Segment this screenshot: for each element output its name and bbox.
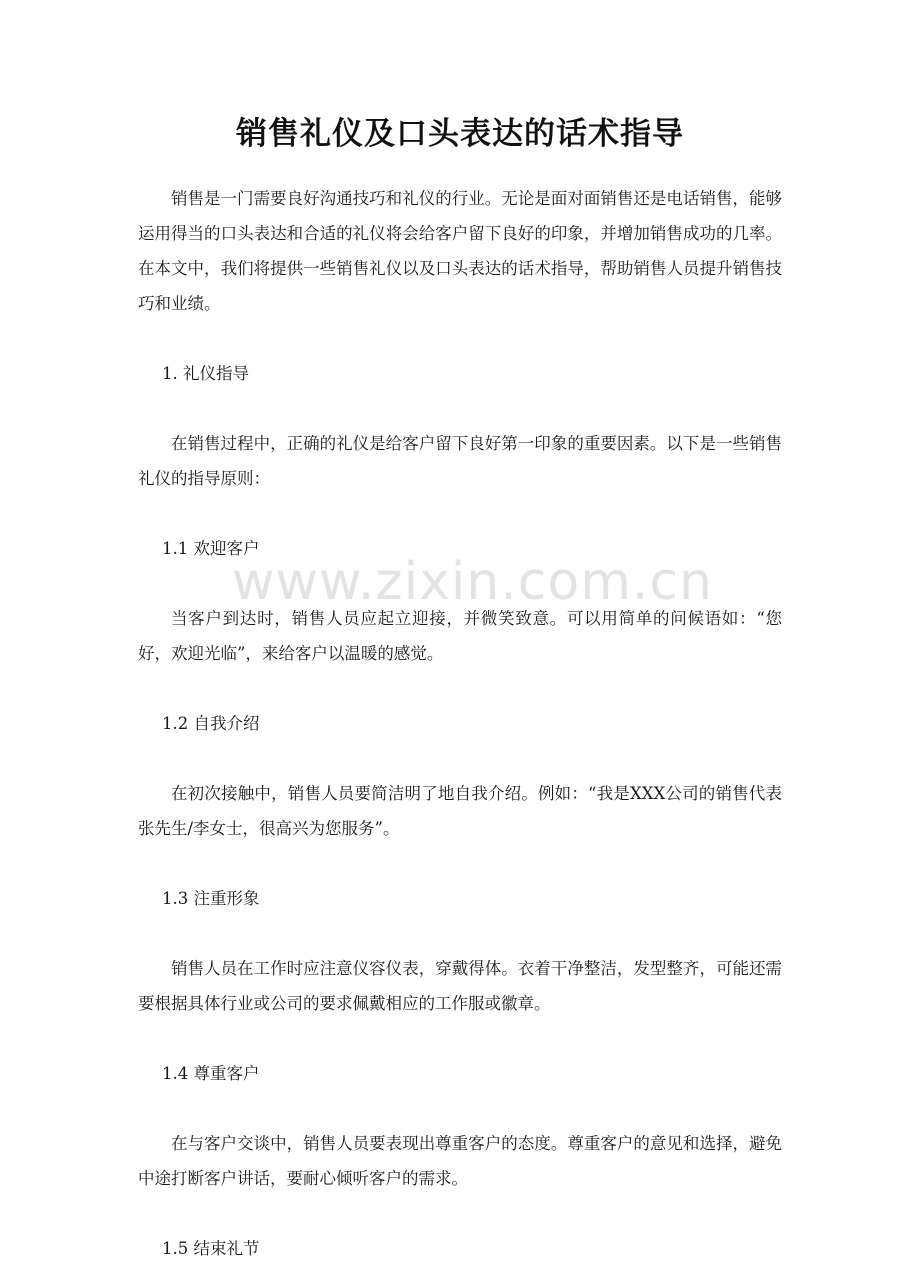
self-introduction-paragraph: 在初次接触中，销售人员要简洁明了地自我介绍。例如：“我是XXX公司的销售代表张先生/李女士，很高兴为您服务”。 <box>138 784 782 838</box>
intro-paragraph: 销售是一门需要良好沟通技巧和礼仪的行业。无论是面对面销售还是电话销售，能够运用得当的口头表达和合适的礼仪将会给客户留下良好的印象，并增加销售成功的几率。在本文中，我们将提供一些销售礼仪以及口头表达的话术指导，帮助销售人员提升销售技巧和业绩。 <box>138 189 782 313</box>
respect-paragraph: 在与客户交谈中，销售人员要表现出尊重客户的态度。尊重客户的意见和选择，避免中途打断客户讲话，要耐心倾听客户的需求。 <box>138 1134 782 1188</box>
subheading-welcome-customer: 1.1 欢迎客户 <box>162 539 260 558</box>
appearance-paragraph: 销售人员在工作时应注意仪容仪表，穿戴得体。衣着干净整洁，发型整齐，可能还需要根据具体行业或公司的要求佩戴相应的工作服或徽章。 <box>138 959 782 1013</box>
subheading-closing-etiquette: 1.5 结束礼节 <box>162 1239 260 1258</box>
section-heading-etiquette: 1. 礼仪指导 <box>162 364 249 383</box>
watermark: www.zixin.com.cn <box>232 552 713 612</box>
document-title: 销售礼仪及口头表达的话术指导 <box>236 116 684 152</box>
document-body <box>138 181 782 1266</box>
subheading-appearance: 1.3 注重形象 <box>162 889 260 908</box>
subheading-self-introduction: 1.2 自我介绍 <box>162 714 260 733</box>
etiquette-paragraph: 在销售过程中，正确的礼仪是给客户留下良好第一印象的重要因素。以下是一些销售礼仪的指导原则： <box>138 434 782 488</box>
subheading-respect-customer: 1.4 尊重客户 <box>162 1064 260 1083</box>
welcome-paragraph: 当客户到达时，销售人员应起立迎接，并微笑致意。可以用简单的问候语如：“您好，欢迎光临”，来给客户以温暖的感觉。 <box>138 609 782 663</box>
